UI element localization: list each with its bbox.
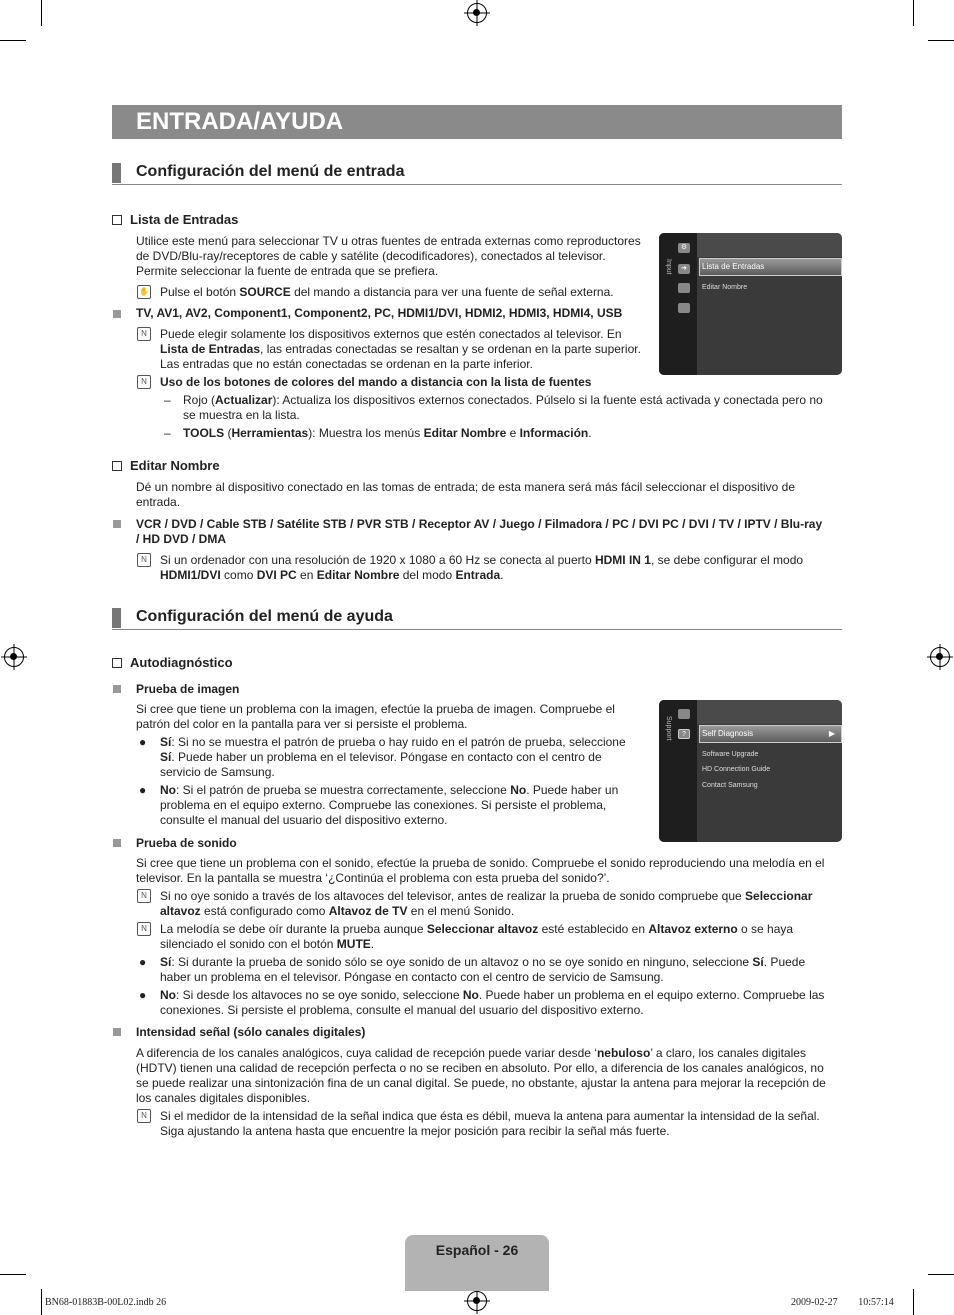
paragraph-line: Dé un nombre al dispositivo conectado en las tomas de entrada; de esta manera será más fácil seleccionar el dispositivo de (136, 480, 796, 494)
crop-mark (41, 0, 42, 26)
paragraph-line: se puede realizar una sintonización fina de un canal digital. Se puede, no obstante, ajustar la antena para mejorar la recepción de (136, 1076, 826, 1090)
note-line: Si el medidor de la intensidad de la señal indica que ésta es débil, mueva la antena para aumentar la intensidad de la señal. (160, 1109, 820, 1123)
bullet-line: Sí: Si no se muestra el patrón de prueba o hay ruido en el patrón de prueba, seleccione (160, 735, 626, 749)
registration-mark-icon (930, 647, 950, 667)
note-line: Puede elegir solamente los dispositivos externos que estén conectados al televisor. En (160, 327, 622, 341)
input-icon: ➜ (678, 264, 690, 274)
round-bullet: ● (139, 783, 147, 797)
page-number-tab (405, 1235, 549, 1291)
dash-line: TOOLS (Herramientas): Muestra los menús Editar Nombre e Información. (183, 426, 592, 440)
menu-selected-item[interactable]: Lista de Entradas (699, 258, 842, 276)
subsection-heading: Intensidad señal (sólo canales digitales) (136, 1025, 366, 1039)
tv-menu-support (659, 700, 842, 842)
note-line: silenciado el sonido con el botón MUTE. (160, 937, 375, 951)
gear-icon: ⚙ (678, 243, 690, 253)
note-icon: N (137, 553, 151, 567)
note-line: Uso de los botones de colores del mando a distancia con la lista de fuentes (160, 375, 592, 389)
registration-mark-icon (467, 3, 487, 23)
remote-note-icon: ✋ (137, 285, 151, 299)
menu-item[interactable]: Software Upgrade (702, 751, 759, 758)
section-title: Configuración del menú de entrada (136, 163, 405, 180)
section-marker (112, 608, 121, 628)
bullet-line: problema en el equipo externo. Compruebe las conexiones. Si persiste el problema, (160, 798, 607, 812)
page-title-bar (112, 105, 842, 139)
paragraph-line: de DVD/Blu-ray/receptores de cable y satélite (decodificadores), conectados al televisor. (136, 249, 606, 263)
paragraph-line: patrón del color en la pantalla para ver si persiste el problema. (136, 717, 468, 731)
paragraph-line: Si cree que tiene un problema con el sonido, efectúe la prueba de sonido. Compruebe el sonido reproduciendo una melodía en el (136, 856, 825, 870)
section-marker (112, 163, 121, 183)
section-heading-ayuda (112, 606, 842, 630)
note-line: Las entradas que no están conectadas se ordenan en la parte inferior. (160, 357, 533, 371)
crop-mark (928, 1274, 954, 1275)
crop-mark (913, 1289, 914, 1315)
subheading-lista: Lista de Entradas (112, 212, 238, 227)
menu-selected-item[interactable]: Self Diagnosis ▶ (699, 725, 842, 743)
source-list: TV, AV1, AV2, Component1, Component2, PC, HDMI1/DVI, HDMI2, HDMI3, HDMI4, USB (136, 306, 623, 320)
note-line: altavoz está configurado como Altavoz de TV en el menú Sonido. (160, 904, 515, 918)
note-icon: N (137, 922, 151, 936)
footer-file-info: BN68-01883B-00L02.indb 26 (45, 1297, 167, 1308)
dash-line: Rojo (Actualizar): Actualiza los dispositivos externos conectados. Púlselo si la fuente está activada y conectada pero no (183, 393, 823, 407)
note-icon: N (137, 327, 151, 341)
page-title: ENTRADA/AYUDA (136, 108, 344, 135)
round-bullet: ● (139, 735, 147, 749)
note-line: Si un ordenador con una resolución de 1920 x 1080 a 60 Hz se conecta al puerto HDMI IN 1, se debe configurar el modo (160, 553, 804, 567)
square-bullet-icon (113, 1028, 121, 1036)
paragraph-line: entrada. (136, 495, 181, 509)
help-icon (678, 303, 690, 313)
page-number: Español - 26 (435, 1242, 519, 1258)
square-bullet-icon (113, 839, 121, 847)
crop-mark (913, 0, 914, 26)
note-line: Si no oye sonido a través de los altavoces del televisor, antes de realizar la prueba de sonido compruebe que Seleccionar (160, 889, 813, 903)
paragraph-line: Permite seleccionar la fuente de entrada que se prefiera. (136, 264, 439, 278)
registration-mark-icon (4, 647, 24, 667)
menu-item[interactable]: HD Connection Guide (702, 766, 771, 773)
registration-mark-icon (467, 1291, 487, 1311)
help-icon: ? (678, 729, 690, 739)
bullet-line: conexiones. Si persiste el problema, consulte el manual del usuario del dispositivo externo. (160, 1003, 644, 1017)
checkbox-icon (112, 215, 122, 225)
options-line: / HD DVD / DMA (136, 532, 226, 546)
paragraph-line: los canales digitales disponibles. (136, 1091, 311, 1105)
note-line: Lista de Entradas, las entradas conectadas se resaltan y se ordenan en la parte superior. (160, 342, 641, 356)
square-bullet-icon (113, 520, 121, 528)
note-icon: N (137, 375, 151, 389)
menu-header-strip (697, 233, 842, 257)
subsection-heading: Prueba de imagen (136, 682, 240, 696)
footer-timestamp: 2009-02-27 ￿￿ 10:57:14 (791, 1297, 894, 1308)
picture-icon (678, 709, 690, 719)
dash-line: se muestra en la lista. (183, 408, 300, 422)
subheading-auto: Autodiagnóstico (112, 655, 233, 670)
bullet-line: Sí. Puede haber un problema en el televisor. Póngase en contacto con el centro de (160, 750, 602, 764)
bullet-line: haber un problema en el televisor. Póngase en contacto con el centro de servicio de Samsung. (160, 970, 664, 984)
crop-mark (928, 40, 954, 41)
subheading-editar: Editar Nombre (112, 458, 220, 473)
menu-side-label: Input (665, 259, 672, 275)
round-bullet: ● (139, 988, 147, 1002)
crop-mark (0, 1274, 26, 1275)
crop-mark (0, 40, 26, 41)
options-line: VCR / DVD / Cable STB / Satélite STB / PVR STB / Receptor AV / Juego / Filmadora / PC / DVI PC / DVI / TV / IPTV / Blu-ray (136, 517, 823, 531)
menu-header-strip (697, 700, 842, 724)
square-bullet-icon (113, 685, 121, 693)
paragraph-line: (HDTV) tienen una calidad de recepción perfecta o no se reciben en absoluto. Por ello, a diferencia de los canales analógicos, no (136, 1061, 824, 1075)
menu-item[interactable]: Contact Samsung (702, 782, 758, 789)
arrow-right-icon: ▶ (828, 729, 835, 738)
checkbox-icon (112, 461, 122, 471)
bullet-line: No: Si el patrón de prueba se muestra correctamente, seleccione No. Puede haber un (160, 783, 619, 797)
note-line: La melodía se debe oír durante la prueba aunque Seleccionar altavoz esté establecido en Altavoz externo o se haya (160, 922, 794, 936)
menu-item[interactable]: Editar Nombre (702, 284, 748, 291)
dash-bullet: – (164, 393, 171, 407)
tv-menu-input (659, 233, 842, 375)
bullet-line: servicio de Samsung. (160, 765, 275, 779)
bullet-line: Sí: Si durante la prueba de sonido sólo se oye sonido de un altavoz o no se oye sonido en ninguno, seleccione Sí. Puede (160, 955, 806, 969)
note-line: Siga ajustando la antena hasta que encuentre la mejor posición para recibir la señal más fuerte. (160, 1124, 670, 1138)
section-heading-entrada (112, 161, 842, 185)
dash-bullet: – (164, 426, 171, 440)
note-icon: N (137, 1109, 151, 1123)
picture-icon (678, 283, 690, 293)
crop-mark (41, 1289, 42, 1315)
bullet-line: consulte el manual del usuario del dispositivo externo. (160, 813, 448, 827)
round-bullet: ● (139, 955, 147, 969)
paragraph-line: Si cree que tiene un problema con la imagen, efectúe la prueba de imagen. Compruebe el (136, 702, 615, 716)
note-source: Pulse el botón SOURCE del mando a distancia para ver una fuente de señal externa. (160, 285, 614, 299)
checkbox-icon (112, 658, 122, 668)
paragraph-line: televisor. En la pantalla se muestra ‘¿Continúa el problema con esta prueba del sonido?’. (136, 871, 610, 885)
subsection-heading: Prueba de sonido (136, 836, 237, 850)
note-line: HDMI1/DVI como DVI PC en Editar Nombre del modo Entrada. (160, 568, 504, 582)
menu-side-label: Support (665, 716, 672, 741)
square-bullet-icon (113, 310, 121, 318)
note-icon: N (137, 889, 151, 903)
paragraph-line: A diferencia de los canales analógicos, cuya calidad de recepción puede variar desde ‘nebuloso’ a claro, los canales digitales (136, 1046, 806, 1060)
bullet-line: No: Si desde los altavoces no se oye sonido, seleccione No. Puede haber un problema en el equipo externo. Compruebe las (160, 988, 825, 1002)
paragraph-line: Utilice este menú para seleccionar TV u otras fuentes de entrada externas como reproductores (136, 234, 641, 248)
section-title: Configuración del menú de ayuda (136, 608, 393, 625)
